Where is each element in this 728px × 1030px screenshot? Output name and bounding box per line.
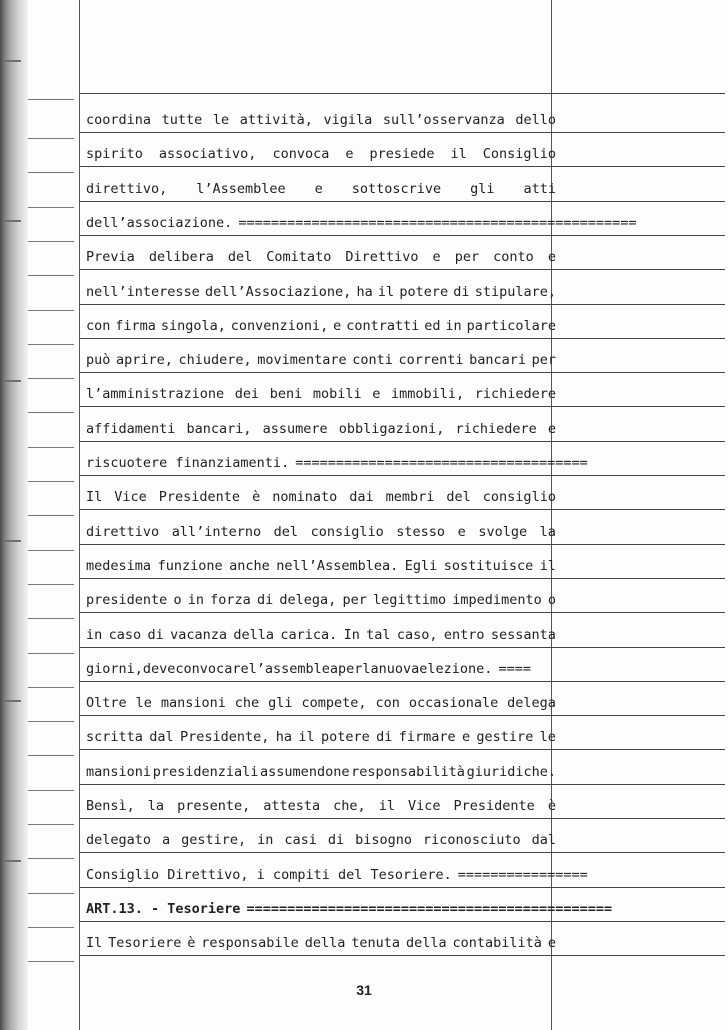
page-number: 31 bbox=[356, 982, 372, 998]
word: presiede bbox=[369, 146, 435, 163]
ruled-line bbox=[79, 818, 725, 819]
word: per bbox=[337, 660, 363, 677]
word: di bbox=[327, 832, 345, 849]
word: coordina bbox=[86, 112, 152, 128]
word: Tesoriere bbox=[108, 935, 182, 952]
word: medesima bbox=[86, 557, 152, 574]
word: in bbox=[445, 317, 462, 334]
text-line bbox=[86, 318, 556, 334]
fill-marks: ==== bbox=[498, 660, 531, 677]
word: e bbox=[345, 146, 354, 163]
margin-tick bbox=[28, 241, 74, 242]
word: Presidente bbox=[453, 798, 535, 814]
word: forza bbox=[210, 592, 251, 609]
word: particolare bbox=[466, 317, 556, 334]
margin-tick bbox=[28, 893, 74, 894]
word: assumendone bbox=[260, 763, 350, 780]
word: vigila bbox=[323, 112, 373, 128]
word: carica. bbox=[280, 626, 338, 643]
word: delega, bbox=[279, 592, 337, 609]
word: delegato bbox=[86, 832, 152, 849]
word: in bbox=[257, 832, 274, 849]
text-line bbox=[86, 935, 556, 951]
margin-tick bbox=[28, 275, 74, 276]
text-line bbox=[86, 112, 556, 128]
word: affidamenti bbox=[86, 420, 176, 437]
word: e bbox=[547, 249, 556, 266]
text-line bbox=[86, 661, 556, 677]
word: il bbox=[298, 729, 315, 746]
word: contabilità bbox=[452, 935, 542, 952]
word: riconosciuto bbox=[423, 832, 521, 849]
word: ha bbox=[275, 729, 292, 746]
word: o bbox=[547, 592, 556, 609]
word: e bbox=[314, 180, 323, 197]
word: l’amministrazione bbox=[86, 386, 225, 403]
text-line bbox=[86, 421, 556, 437]
word: compete, bbox=[301, 695, 367, 712]
word: funzione bbox=[157, 557, 223, 574]
text-line bbox=[86, 798, 556, 814]
margin-tick bbox=[28, 481, 74, 482]
text-line bbox=[86, 558, 556, 574]
word: di bbox=[376, 729, 393, 746]
word: gestire bbox=[476, 729, 534, 746]
word: sostituisce bbox=[443, 557, 534, 574]
margin-tick bbox=[28, 653, 74, 654]
word: e bbox=[547, 935, 556, 952]
word: con bbox=[375, 695, 400, 712]
word: elezione. bbox=[419, 660, 493, 677]
word: Oltre bbox=[86, 695, 127, 712]
word: dai bbox=[349, 489, 374, 506]
word: sessanta bbox=[490, 626, 556, 643]
word: dell’Associazione, bbox=[204, 283, 352, 300]
word: giuridiche. bbox=[466, 763, 556, 780]
word: riscuotere finanziamenti. bbox=[86, 455, 290, 471]
word: le bbox=[212, 112, 230, 128]
word: responsabilità bbox=[351, 763, 465, 780]
ruled-line bbox=[79, 715, 725, 716]
ruled-line bbox=[79, 406, 725, 407]
word: nell’interesse bbox=[86, 283, 200, 300]
word: il bbox=[377, 283, 395, 300]
word: del bbox=[446, 489, 471, 506]
word: movimentare bbox=[257, 352, 347, 369]
word: presidenziali bbox=[152, 763, 259, 780]
word: svolge bbox=[478, 523, 528, 540]
word: che bbox=[234, 695, 260, 712]
word: In bbox=[343, 626, 360, 643]
ruled-line bbox=[79, 955, 725, 956]
left-margin-line bbox=[79, 0, 80, 1030]
word: Vice bbox=[407, 798, 441, 814]
word: dello bbox=[515, 112, 556, 128]
article-heading bbox=[86, 900, 613, 917]
word: a bbox=[162, 832, 171, 849]
margin-tick bbox=[28, 584, 74, 585]
binding-speck bbox=[3, 860, 21, 862]
word: la bbox=[539, 523, 556, 540]
word: l’Assemblee bbox=[196, 180, 286, 197]
margin-tick bbox=[28, 721, 74, 722]
text-line bbox=[86, 592, 556, 608]
word: casi bbox=[284, 832, 317, 849]
word: deve bbox=[142, 660, 176, 677]
binding-shadow bbox=[0, 0, 28, 1030]
word: richiedere bbox=[455, 420, 537, 437]
word: singola, bbox=[160, 317, 226, 334]
word: dal bbox=[531, 832, 556, 849]
word: nuova bbox=[378, 660, 420, 677]
word: caso bbox=[108, 626, 142, 643]
word: mobili bbox=[312, 386, 362, 403]
word: è bbox=[547, 798, 556, 814]
fill-marks: ============================================= bbox=[246, 900, 613, 917]
word: impedimento bbox=[452, 592, 542, 609]
ruled-line bbox=[79, 475, 725, 476]
ruled-line bbox=[79, 166, 725, 167]
word: conto bbox=[493, 249, 534, 266]
text-line bbox=[86, 695, 556, 711]
binding-speck bbox=[3, 700, 21, 702]
ruled-line bbox=[79, 578, 725, 579]
ruled-line bbox=[79, 852, 725, 853]
word: il bbox=[539, 557, 556, 574]
word: Il bbox=[86, 935, 103, 952]
word: chiudere, bbox=[178, 352, 252, 369]
word: associativo, bbox=[158, 146, 257, 163]
text-line bbox=[86, 489, 556, 505]
word: potere bbox=[399, 283, 449, 300]
text-line bbox=[86, 866, 588, 883]
word: le bbox=[135, 695, 152, 712]
word: all’interno bbox=[171, 523, 262, 540]
word: dal bbox=[149, 729, 174, 746]
word: della bbox=[304, 935, 346, 952]
word: in bbox=[187, 592, 204, 609]
text-line bbox=[86, 764, 556, 780]
ruled-line bbox=[79, 372, 725, 373]
word: di bbox=[147, 626, 164, 643]
word: presidente bbox=[86, 592, 168, 609]
margin-tick bbox=[28, 755, 74, 756]
ruled-line bbox=[79, 132, 725, 133]
word: è bbox=[187, 935, 196, 952]
word: consiglio bbox=[482, 489, 556, 506]
word: firma bbox=[115, 317, 156, 334]
ruled-line bbox=[79, 201, 725, 202]
margin-tick bbox=[28, 344, 74, 345]
binding-speck bbox=[3, 220, 21, 222]
margin-tick bbox=[28, 858, 74, 859]
word: obbligazioni, bbox=[338, 420, 445, 437]
word: tutte bbox=[161, 112, 203, 128]
word: la bbox=[362, 660, 379, 677]
word: sottoscrive bbox=[351, 180, 442, 197]
word: bisogno bbox=[355, 832, 413, 849]
word: legittimo bbox=[372, 592, 447, 609]
word: entro bbox=[443, 626, 485, 643]
word: direttivo bbox=[86, 523, 160, 540]
text-line bbox=[86, 627, 556, 643]
word: dei bbox=[234, 386, 260, 403]
word: ed bbox=[424, 317, 441, 334]
word: della bbox=[405, 935, 447, 952]
word: aprire, bbox=[115, 352, 173, 369]
word: di bbox=[453, 283, 470, 300]
word: correnti bbox=[398, 352, 464, 369]
word: per bbox=[454, 249, 480, 266]
text-line bbox=[86, 214, 637, 231]
word: atti bbox=[523, 180, 556, 197]
margin-tick bbox=[28, 138, 74, 139]
ruled-line bbox=[79, 544, 725, 545]
ruled-line bbox=[79, 269, 725, 270]
word: di bbox=[256, 592, 274, 609]
word: e bbox=[461, 729, 471, 746]
word: membri bbox=[385, 489, 435, 506]
word: dell’associazione. bbox=[86, 214, 233, 231]
margin-tick bbox=[28, 550, 74, 551]
ruled-line bbox=[79, 887, 725, 888]
word: bancari, bbox=[186, 420, 252, 437]
word: Presidente bbox=[158, 489, 241, 506]
word: e bbox=[372, 386, 381, 403]
margin-tick bbox=[28, 310, 74, 311]
margin-tick bbox=[28, 447, 74, 448]
word: per bbox=[531, 352, 556, 369]
ruled-line bbox=[79, 304, 725, 305]
fill-marks: ================================================= bbox=[238, 214, 637, 231]
word: l’assemblea bbox=[248, 660, 338, 677]
ruled-line bbox=[79, 338, 725, 339]
word: gli bbox=[470, 180, 495, 197]
word: consiglio bbox=[310, 523, 384, 540]
margin-tick bbox=[28, 618, 74, 619]
word: conti bbox=[352, 352, 393, 369]
word: ha bbox=[356, 283, 373, 300]
word: direttivo, bbox=[86, 180, 168, 197]
text-line bbox=[86, 455, 588, 471]
word: Consiglio Direttivo, i compiti del Tesoriere. bbox=[86, 866, 452, 883]
word: Egli bbox=[404, 557, 438, 574]
word: contratti bbox=[346, 317, 420, 334]
word: attività, bbox=[239, 112, 313, 128]
margin-tick bbox=[28, 99, 74, 100]
word: e bbox=[432, 249, 441, 266]
word: e bbox=[333, 317, 342, 334]
word: spirito bbox=[86, 146, 143, 163]
word: nominato bbox=[272, 489, 338, 506]
word: firmare bbox=[398, 729, 456, 746]
margin-tick bbox=[28, 207, 74, 208]
ruled-line bbox=[79, 681, 725, 682]
word: stipulare, bbox=[474, 283, 556, 300]
word: con bbox=[86, 317, 111, 334]
word: bancari bbox=[469, 352, 526, 369]
ruled-line bbox=[79, 441, 725, 442]
word: responsabile bbox=[201, 935, 299, 952]
word: convocare bbox=[175, 660, 249, 677]
text-line bbox=[86, 352, 556, 368]
binding-speck bbox=[3, 540, 21, 542]
word: e bbox=[457, 523, 466, 540]
word: anche bbox=[229, 557, 270, 574]
margin-tick bbox=[28, 378, 74, 379]
word: per bbox=[342, 592, 367, 609]
text-line bbox=[86, 832, 556, 848]
word: in bbox=[86, 626, 103, 643]
text-line bbox=[86, 729, 556, 745]
word: immobili, bbox=[390, 386, 465, 403]
ruled-line bbox=[79, 612, 725, 613]
margin-tick bbox=[28, 412, 74, 413]
text-line bbox=[86, 284, 556, 300]
ruled-line bbox=[79, 749, 725, 750]
margin-tick bbox=[28, 961, 74, 962]
ruled-line bbox=[79, 235, 725, 236]
word: attesta bbox=[263, 798, 321, 814]
word: il bbox=[450, 146, 467, 163]
word: mansioni bbox=[160, 695, 226, 712]
binding-speck bbox=[3, 60, 21, 62]
word: convenzioni, bbox=[230, 317, 329, 334]
word: caso, bbox=[396, 626, 438, 643]
fill-marks: ================ bbox=[457, 866, 588, 883]
margin-tick bbox=[28, 172, 74, 173]
word: nell’Assemblea. bbox=[276, 557, 399, 574]
margin-tick bbox=[28, 824, 74, 825]
word: convoca bbox=[272, 146, 330, 163]
word: occasionale bbox=[408, 695, 499, 712]
word: Consiglio bbox=[482, 146, 556, 163]
word: le bbox=[539, 729, 556, 746]
ruled-line bbox=[79, 784, 725, 785]
word: beni bbox=[269, 386, 303, 403]
word: la bbox=[147, 798, 165, 814]
word: della bbox=[233, 626, 274, 643]
word: del bbox=[227, 249, 253, 266]
word: tal bbox=[366, 626, 391, 643]
word: stesso bbox=[396, 523, 446, 540]
ruled-line bbox=[79, 93, 725, 94]
fill-marks: ==================================== bbox=[295, 455, 588, 471]
word: presente, bbox=[177, 798, 251, 814]
word: Direttivo bbox=[345, 249, 419, 266]
word: delibera bbox=[148, 249, 214, 266]
word: Previa bbox=[86, 249, 135, 266]
word: scritta bbox=[86, 729, 143, 746]
word: assumere bbox=[262, 420, 328, 437]
word: sull’osservanza bbox=[382, 112, 505, 128]
word: può bbox=[86, 352, 111, 369]
word: il bbox=[378, 798, 395, 814]
word: Il bbox=[86, 489, 103, 506]
ruled-line bbox=[79, 509, 725, 510]
word: potere bbox=[320, 729, 370, 746]
word: vacanza bbox=[170, 626, 227, 643]
text-line bbox=[86, 249, 556, 265]
margin-tick bbox=[28, 927, 74, 928]
text-line bbox=[86, 386, 556, 402]
word: tenuta bbox=[351, 935, 401, 952]
word: del bbox=[273, 523, 299, 540]
word: richiedere bbox=[474, 386, 556, 403]
word: che, bbox=[333, 798, 366, 814]
word: Vice bbox=[114, 489, 147, 506]
text-line bbox=[86, 146, 556, 162]
word: Presidente, bbox=[179, 729, 270, 746]
text-line bbox=[86, 181, 556, 197]
word: Comitato bbox=[266, 249, 332, 266]
text-line bbox=[86, 524, 556, 540]
margin-tick bbox=[28, 790, 74, 791]
word: Bensì, bbox=[86, 798, 135, 814]
word: gli bbox=[268, 695, 293, 712]
binding-speck bbox=[3, 380, 21, 382]
word: gestire, bbox=[181, 832, 247, 849]
word: ART.13. - Tesoriere bbox=[86, 900, 241, 917]
margin-tick bbox=[28, 515, 74, 516]
ruled-line bbox=[79, 921, 725, 922]
word: o bbox=[173, 592, 182, 609]
word: è bbox=[252, 489, 261, 506]
word: delega bbox=[507, 695, 556, 712]
ruled-line bbox=[79, 647, 725, 648]
word: mansioni bbox=[86, 763, 152, 780]
margin-tick bbox=[28, 687, 74, 688]
word: e bbox=[547, 420, 556, 437]
word: giorni, bbox=[86, 660, 143, 677]
